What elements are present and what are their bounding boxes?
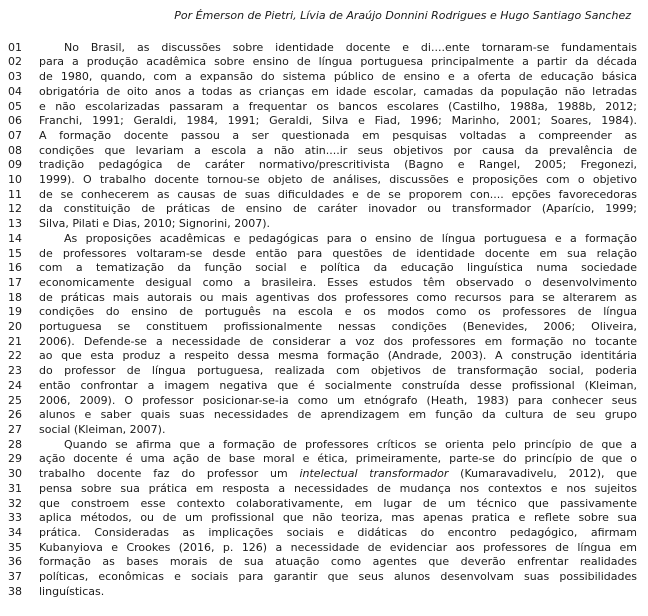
text-line: [8, 291, 637, 306]
line-text: obrigatória de oito anos a todas as crianças em idade escolar, camadas da população não letradas: [39, 84, 637, 98]
line-number: 12: [8, 202, 22, 216]
text-line: [8, 247, 637, 262]
line-number: 33: [8, 511, 22, 525]
line-text: economicamente desigual como a brasileira. Esses estudos têm observado o desenvolvimento: [39, 275, 637, 289]
text-line: [8, 482, 637, 497]
line-number: 11: [8, 187, 22, 201]
line-number: 29: [8, 452, 22, 466]
line-text: A formação docente passou a ser questionada em pesquisas voltadas a compreender as: [39, 128, 637, 142]
text-line: [8, 438, 637, 453]
line-text: 2006, 2009). O professor posicionar-se-ia como um etnógrafo (Heath, 1983) para conhecer seus: [39, 393, 637, 407]
line-text: As proposições acadêmicas e pedagógicas para o ensino de língua portuguesa e a formação: [64, 231, 637, 245]
line-text: que constroem esse contexto colaborativamente, em lugar de um técnico que passivamente: [39, 496, 637, 510]
line-number: 21: [8, 334, 22, 348]
line-number: 30: [8, 467, 22, 481]
line-text: e não escolarizadas passaram a frequentar os bancos escolares (Castilho, 1988a, 1988b, 2012;: [39, 99, 637, 113]
line-text: Franchi, 1991; Geraldi, 1984, 1991; Geraldi, Silva e Fiad, 1996; Marinho, 2001; Soares, 1984).: [39, 114, 637, 128]
text-line: [8, 100, 637, 115]
text-line: [8, 158, 637, 173]
text-line: [8, 555, 637, 570]
line-number: 07: [8, 128, 22, 142]
line-text: com a tematização da função social e política da educação linguística numa sociedade: [39, 261, 637, 275]
line-number: 20: [8, 320, 22, 334]
line-number: 16: [8, 261, 22, 275]
line-text: pensa sobre sua prática em resposta a necessidades de mudança nos contextos e nos sujeitos: [39, 481, 637, 495]
line-text: tradição pedagógica de caráter normativo/prescritivista (Bagno e Rangel, 2005; Fregonezi,: [39, 158, 637, 172]
text-line: [8, 41, 637, 56]
line-text: 1999). O trabalho docente tornou-se objeto de análises, discussões e proposições com o objetivo: [39, 173, 637, 187]
text-line: [8, 452, 637, 467]
line-number: 26: [8, 408, 22, 422]
line-number: 14: [8, 231, 22, 245]
text-line: [8, 394, 637, 409]
line-number: 18: [8, 290, 22, 304]
line-text: Silva, Pilati e Dias, 2010; Signorini, 2007).: [39, 217, 271, 231]
line-number: 13: [8, 217, 22, 231]
line-number: 25: [8, 393, 22, 407]
text-line: [8, 526, 637, 541]
line-text: de 1980, quando, com a expansão do sistema público de ensino e a oferta de educação básica: [39, 70, 637, 84]
line-number: 09: [8, 158, 22, 172]
line-number: 23: [8, 364, 22, 378]
text-line: [8, 408, 637, 423]
line-number: 17: [8, 275, 22, 289]
line-number: 34: [8, 525, 22, 539]
line-text: linguísticas.: [39, 584, 105, 598]
line-number: 24: [8, 378, 22, 392]
line-text: da constituição de práticas de ensino de caráter inovador ou transformador (Aparício, 1999;: [39, 202, 637, 216]
line-text: para a produção acadêmica sobre ensino de língua portuguesa principalmente a partir da década: [39, 55, 637, 69]
line-number: 38: [8, 584, 22, 598]
line-text: portuguesa se constituem profissionalmente nessas condições (Benevides, 2006; Oliveira,: [39, 320, 637, 334]
line-number: 19: [8, 305, 22, 319]
text-line: [8, 379, 637, 394]
text-line: [8, 188, 637, 203]
text-line: [8, 70, 637, 85]
line-text: trabalho docente faz do professor um intelectual transformador (Kumaravadivelu, 2012), que: [39, 467, 637, 481]
document-body: [8, 41, 637, 600]
line-number: 36: [8, 555, 22, 569]
text-line: [8, 85, 637, 100]
text-line: [8, 570, 637, 585]
line-text: 2006). Defende-se a necessidade de considerar a voz dos professores em formação no tocante: [39, 334, 637, 348]
italic-term: intelectual transformador: [299, 467, 449, 481]
line-text: de práticas mais autorais ou mais agentivas dos professores como recursos para se alterarem as: [39, 290, 637, 304]
line-number: 32: [8, 496, 22, 510]
text-line: [8, 129, 637, 144]
line-number: 31: [8, 481, 22, 495]
line-text: então confrontar a imagem negativa que é socialmente construída desse profissional (Kleiman,: [39, 378, 637, 392]
line-number: 08: [8, 143, 22, 157]
text-line: [8, 232, 637, 247]
line-number: 27: [8, 422, 22, 436]
line-text: de se conhecerem as causas de suas dificuldades e de se proporem con.... epções favorecedoras: [39, 187, 637, 201]
line-number: 10: [8, 173, 22, 187]
line-number: 05: [8, 99, 22, 113]
line-text: social (Kleiman, 2007).: [39, 422, 166, 436]
text-line: [8, 541, 637, 556]
text-line: [8, 144, 637, 159]
line-text: ação docente é uma ação de base moral e ética, primeiramente, parte-se do princípio de que o: [39, 452, 637, 466]
text-line: [8, 173, 637, 188]
line-text: de professores voltaram-se desde então para questões de identidade docente em sua relação: [39, 246, 637, 260]
text-line: [8, 467, 637, 482]
line-number: 06: [8, 114, 22, 128]
line-text: condições do ensino de português na escola e os modos como os professores de língua: [39, 305, 637, 319]
line-text: No Brasil, as discussões sobre identidade docente e di....ente tornaram-se fundamentais: [64, 40, 637, 54]
text-line: [8, 423, 637, 438]
line-number: 02: [8, 55, 22, 69]
text-line: [8, 261, 637, 276]
text-line: [8, 320, 637, 335]
line-text: prática. Consideradas as implicações sociais e didáticas do encontro pedagógico, afirmam: [39, 525, 637, 539]
line-number: 15: [8, 246, 22, 260]
text-line: [8, 364, 637, 379]
line-number: 35: [8, 540, 22, 554]
line-text: formação as bases morais de sua atuação como agentes que deverão enfrentar realidades: [39, 555, 637, 569]
byline: Por Émerson de Pietri, Lívia de Araújo Donnini Rodrigues e Hugo Santiago Sanchez: [174, 9, 631, 22]
line-text: do professor de língua portuguesa, realizada com objetivos de transformação social, poderia: [39, 364, 637, 378]
line-text: alunos e saber quais suas necessidades de aprendizagem em função da cultura de seu grupo: [39, 408, 637, 422]
line-text: Quando se afirma que a formação de professores críticos se orienta pelo princípio de que a: [64, 437, 637, 451]
line-text: Kubanyiova e Crookes (2016, p. 126) a necessidade de evidenciar aos professores de língua em: [39, 540, 637, 554]
line-number: 28: [8, 437, 22, 451]
text-line: [8, 55, 637, 70]
text-line: [8, 217, 637, 232]
line-number: 04: [8, 84, 22, 98]
line-text: aplica métodos, ou de um profissional que não teoriza, mas apenas pratica e reflete sobre sua: [39, 511, 637, 525]
text-line: [8, 511, 637, 526]
text-line: [8, 335, 637, 350]
line-number: 01: [8, 40, 22, 54]
line-number: 22: [8, 349, 22, 363]
text-line: [8, 202, 637, 217]
text-line: [8, 114, 637, 129]
line-text: condições que levariam a escola a não atin....ir seus objetivos por causa da prevalência de: [39, 143, 637, 157]
text-line: [8, 305, 637, 320]
text-line: [8, 497, 637, 512]
line-number: 37: [8, 570, 22, 584]
line-number: 03: [8, 70, 22, 84]
text-line: [8, 276, 637, 291]
text-line: [8, 585, 637, 600]
line-text: ao que esta produz a respeito dessa mesma formação (Andrade, 2003). A construção identitária: [39, 349, 637, 363]
line-text: políticas, econômicas e sociais para garantir que seus alunos desenvolvam suas possibilidades: [39, 570, 637, 584]
text-line: [8, 349, 637, 364]
